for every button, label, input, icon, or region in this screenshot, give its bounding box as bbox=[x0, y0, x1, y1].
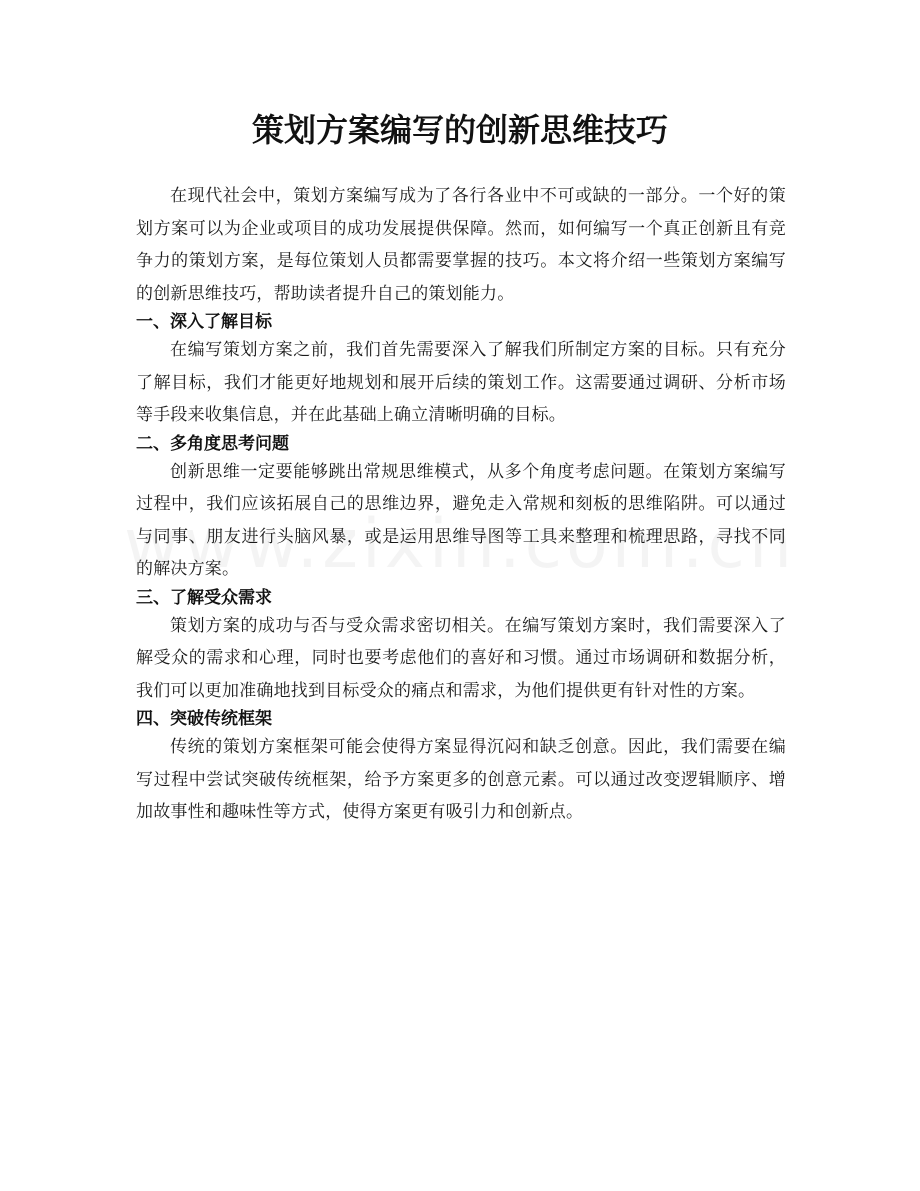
section-paragraph-4: 传统的策划方案框架可能会使得方案显得沉闷和缺乏创意。因此，我们需要在编写过程中尝试突破传统框架，给予方案更多的创意元素。可以通过改变逻辑顺序、增加故事性和趣味性等方式，使得方案更有吸引力和创新点。 bbox=[136, 737, 786, 822]
document-body bbox=[136, 180, 786, 829]
intro-paragraph: 在现代社会中，策划方案编写成为了各行各业中不可或缺的一部分。一个好的策划方案可以为企业或项目的成功发展提供保障。然而，如何编写一个真正创新且有竞争力的策划方案，是每位策划人员都需要掌握的技巧。本文将介绍一些策划方案编写的创新思维技巧，帮助读者提升自己的策划能力。 bbox=[136, 186, 786, 304]
section-heading-3: 三、了解受众需求 bbox=[136, 587, 272, 608]
section-heading-1: 一、深入了解目标 bbox=[136, 312, 272, 332]
section-paragraph-3: 策划方案的成功与否与受众需求密切相关。在编写策划方案时，我们需要深入了解受众的需求和心理，同时也要考虑他们的喜好和习惯。通过市场调研和数据分析，我们可以更加准确地找到目标受众的痛点和需求，为他们提供更有针对性的方案。 bbox=[136, 615, 786, 701]
section-paragraph-2: 创新思维一定要能够跳出常规思维模式，从多个角度考虑问题。在策划方案编写过程中，我们应该拓展自己的思维边界，避免走入常规和刻板的思维陷阱。可以通过与同事、朋友进行头脑风暴，或是运用思维导图等工具来整理和梳理思路，寻找不同的解决方案。 bbox=[136, 461, 786, 579]
section-heading-2: 二、多角度思考问题 bbox=[136, 433, 289, 454]
page-title: 策划方案编写的创新思维技巧 bbox=[251, 111, 668, 149]
section-paragraph-1: 在编写策划方案之前，我们首先需要深入了解我们所制定方案的目标。只有充分了解目标，我们才能更好地规划和展开后续的策划工作。这需要通过调研、分析市场等手段来收集信息，并在此基础上确立清晰明确的目标。 bbox=[136, 340, 786, 425]
section-heading-4: 四、突破传统框架 bbox=[136, 709, 272, 729]
